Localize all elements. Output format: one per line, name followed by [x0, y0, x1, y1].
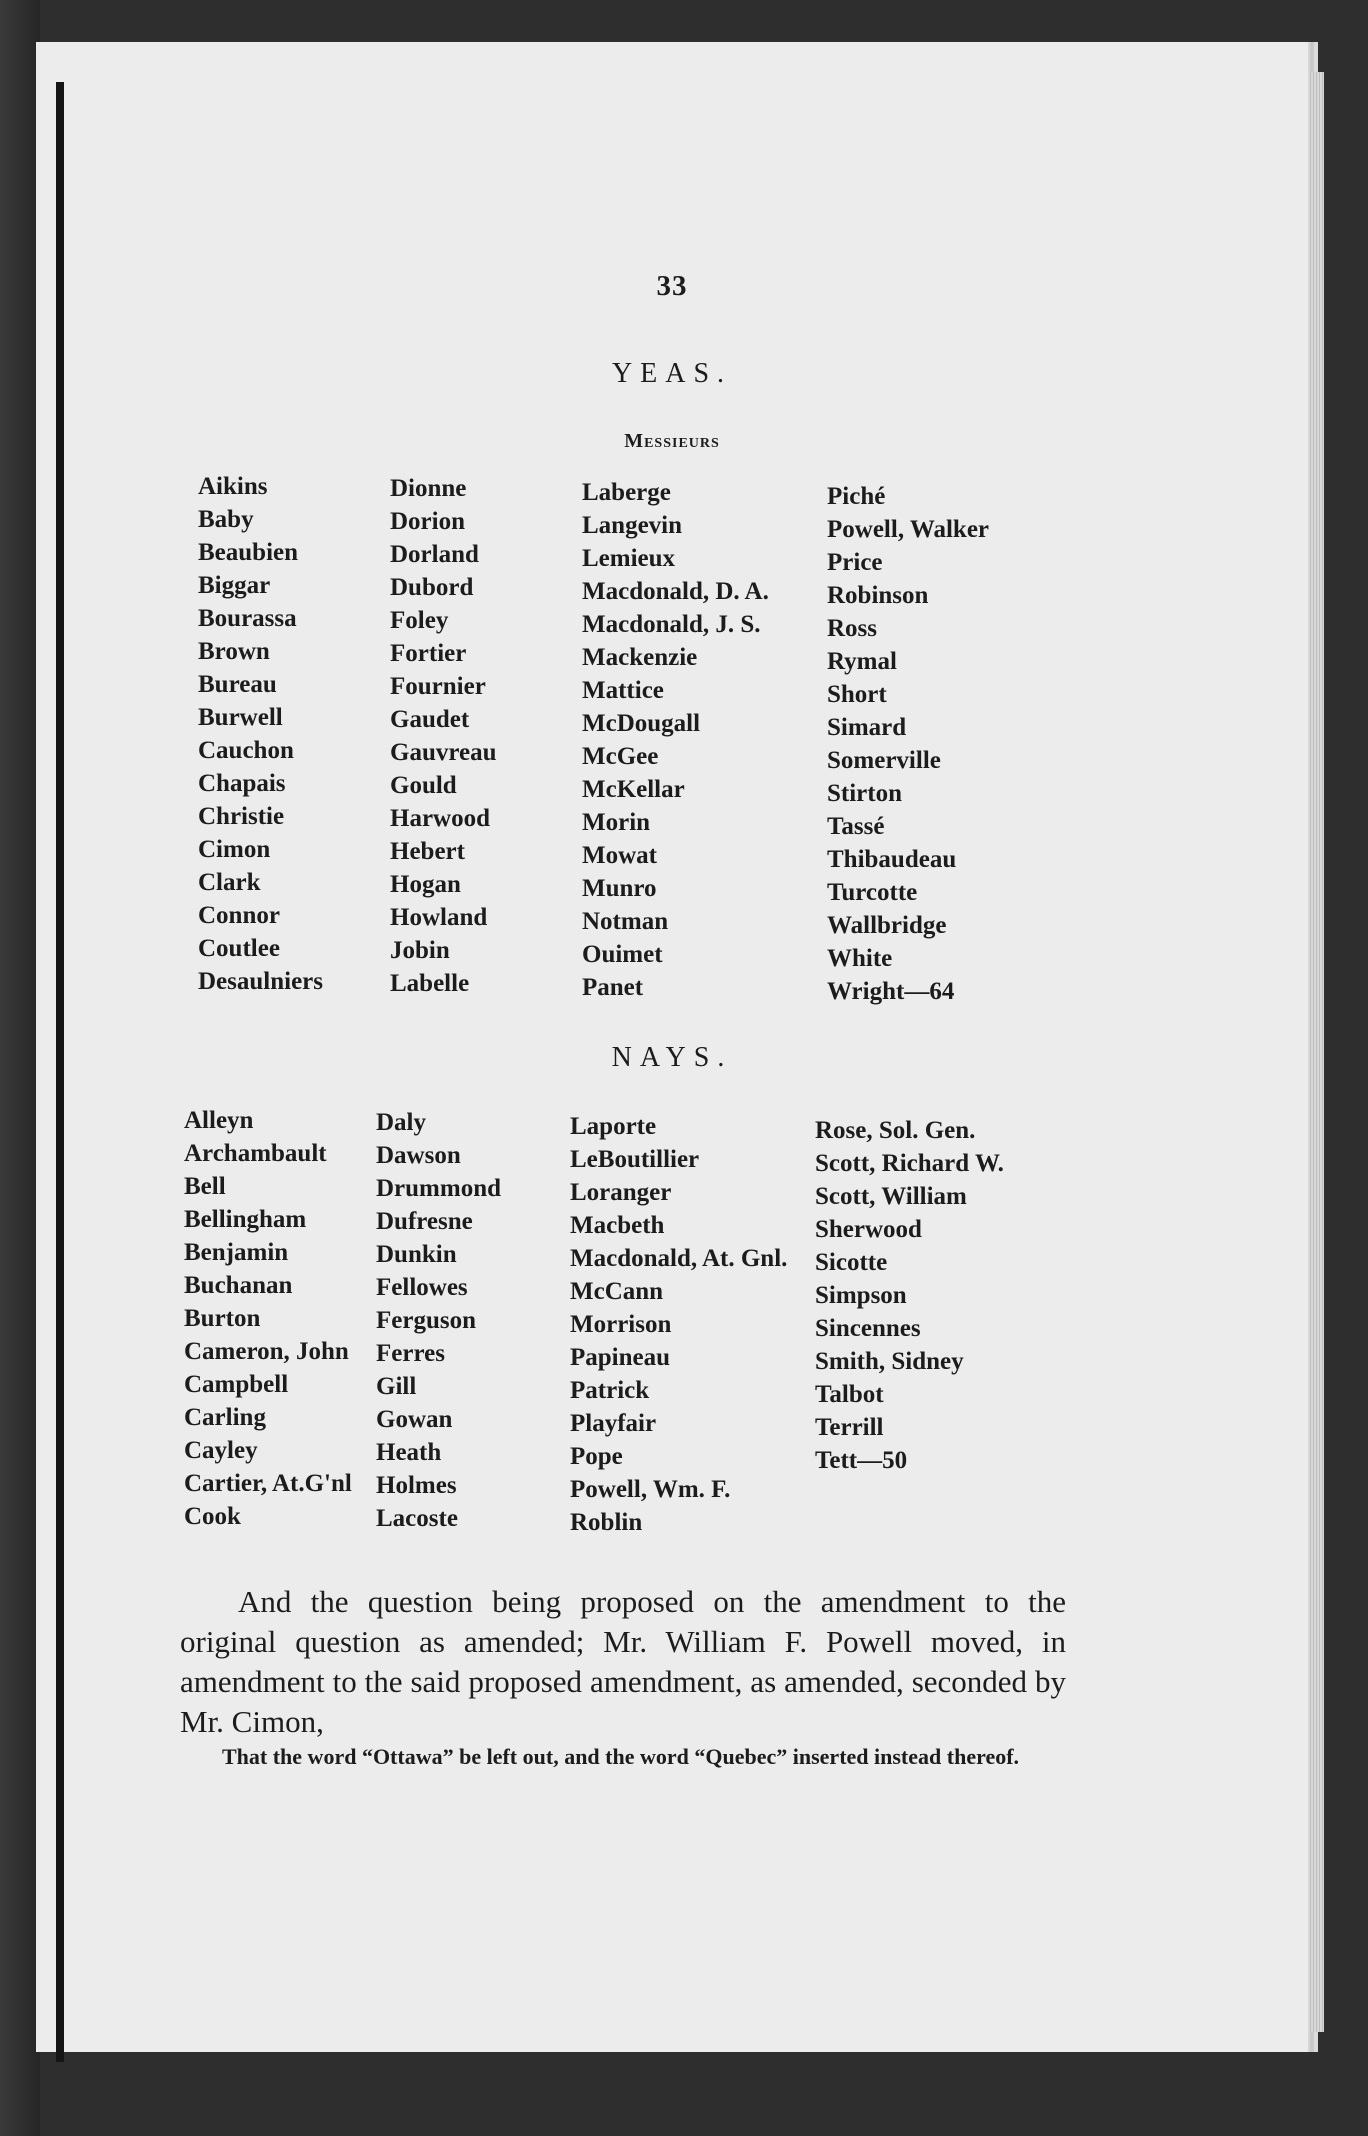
- member-name: Daly: [376, 1109, 426, 1136]
- member-name: Morrison: [570, 1311, 672, 1338]
- page-stack-edge: [1308, 72, 1324, 2032]
- member-name: Burwell: [198, 704, 283, 731]
- member-name: Piché: [827, 483, 886, 510]
- member-name: Clark: [198, 869, 261, 896]
- member-name: Macdonald, At. Gnl.: [570, 1245, 788, 1272]
- member-name: Mattice: [582, 677, 664, 704]
- member-name: Scott, William: [815, 1183, 967, 1210]
- member-name: Fellowes: [376, 1274, 468, 1301]
- yeas-name-list: [198, 470, 1098, 1008]
- yeas-column: [582, 476, 827, 1008]
- member-name: Roblin: [570, 1509, 643, 1536]
- member-name: Scott, Richard W.: [815, 1150, 1004, 1177]
- member-name: Pope: [570, 1443, 623, 1470]
- member-name: Foley: [390, 607, 449, 634]
- member-name: Howland: [390, 904, 488, 931]
- member-name: Dunkin: [376, 1241, 457, 1268]
- member-name: Rose, Sol. Gen.: [815, 1117, 976, 1144]
- member-name: Cartier, At.G'nl: [184, 1470, 352, 1497]
- member-name: Smith, Sidney: [815, 1348, 964, 1375]
- member-name: Dorion: [390, 508, 465, 535]
- member-name: Mowat: [582, 842, 657, 869]
- member-name: Loranger: [570, 1179, 672, 1206]
- member-name: Macdonald, D. A.: [582, 578, 769, 605]
- member-name: Gill: [376, 1373, 417, 1400]
- member-name: Cauchon: [198, 737, 294, 764]
- member-name: Tett—50: [815, 1447, 908, 1474]
- member-name: Harwood: [390, 805, 490, 832]
- member-name: Dubord: [390, 574, 474, 601]
- member-name: Gauvreau: [390, 739, 497, 766]
- scan-backdrop: [0, 0, 40, 2136]
- member-name: Beaubien: [198, 539, 299, 566]
- member-name: Morin: [582, 809, 651, 836]
- member-name: Gowan: [376, 1406, 453, 1433]
- member-name: Burton: [184, 1305, 261, 1332]
- member-name: Alleyn: [184, 1107, 254, 1134]
- nays-column: [184, 1104, 376, 1539]
- resolution-text: That the word “Ottawa” be left out, and the word “Quebec” inserted instead thereof.: [222, 1744, 1020, 1769]
- member-name: Lemieux: [582, 545, 676, 572]
- member-name: Price: [827, 549, 883, 576]
- member-name: Dawson: [376, 1142, 461, 1169]
- member-name: McKellar: [582, 776, 685, 803]
- member-name: Ross: [827, 615, 878, 642]
- member-name: Hebert: [390, 838, 465, 865]
- member-name: Campbell: [184, 1371, 289, 1398]
- member-name: Cimon: [198, 836, 271, 863]
- member-name: Powell, Wm. F.: [570, 1476, 731, 1503]
- member-name: Simard: [827, 714, 907, 741]
- yeas-column: [198, 470, 390, 1008]
- member-name: Somerville: [827, 747, 941, 774]
- nays-column: [376, 1106, 570, 1539]
- member-name: White: [827, 945, 893, 972]
- member-name: LeBoutillier: [570, 1146, 700, 1173]
- nays-heading: NAYS.: [611, 1042, 733, 1073]
- member-name: Turcotte: [827, 879, 918, 906]
- member-name: Benjamin: [184, 1239, 289, 1266]
- member-name: Mackenzie: [582, 644, 698, 671]
- amendment-paragraph: And the question being proposed on the amendment to the original question as amended; Mr. William F. Powell moved, in amendment to the said proposed amendment, as amended, seconded by Mr. Cimon,: [180, 1584, 1066, 1739]
- member-name: Lacoste: [376, 1505, 458, 1532]
- member-name: Dorland: [390, 541, 479, 568]
- member-name: Thibaudeau: [827, 846, 957, 873]
- member-name: Cook: [184, 1503, 241, 1530]
- member-name: Wright—64: [827, 978, 955, 1005]
- member-name: Macdonald, J. S.: [582, 611, 761, 638]
- member-name: Terrill: [815, 1414, 884, 1441]
- member-name: Coutlee: [198, 935, 280, 962]
- member-name: Fortier: [390, 640, 467, 667]
- member-name: Desaulniers: [198, 968, 323, 995]
- member-name: Stirton: [827, 780, 902, 807]
- member-name: Macbeth: [570, 1212, 665, 1239]
- member-name: Langevin: [582, 512, 683, 539]
- member-name: Connor: [198, 902, 280, 929]
- member-name: Holmes: [376, 1472, 457, 1499]
- member-name: Biggar: [198, 572, 271, 599]
- member-name: Christie: [198, 803, 285, 830]
- member-name: Cayley: [184, 1437, 258, 1464]
- member-name: Sincennes: [815, 1315, 921, 1342]
- member-name: Laporte: [570, 1113, 657, 1140]
- member-name: Jobin: [390, 937, 450, 964]
- member-name: Ferres: [376, 1340, 445, 1367]
- member-name: Tassé: [827, 813, 885, 840]
- member-name: Laberge: [582, 479, 671, 506]
- member-name: Simpson: [815, 1282, 907, 1309]
- member-name: Ferguson: [376, 1307, 476, 1334]
- member-name: Papineau: [570, 1344, 671, 1371]
- member-name: Bureau: [198, 671, 277, 698]
- member-name: McDougall: [582, 710, 701, 737]
- nays-column: [815, 1114, 1065, 1539]
- member-name: Sherwood: [815, 1216, 922, 1243]
- yeas-subheading: Messieurs: [624, 430, 720, 452]
- member-name: Archambault: [184, 1140, 327, 1167]
- member-name: Robinson: [827, 582, 929, 609]
- member-name: Dufresne: [376, 1208, 473, 1235]
- member-name: Fournier: [390, 673, 486, 700]
- member-name: Sicotte: [815, 1249, 888, 1276]
- member-name: Bellingham: [184, 1206, 307, 1233]
- nays-column: [570, 1110, 815, 1539]
- member-name: Brown: [198, 638, 270, 665]
- member-name: Bourassa: [198, 605, 297, 632]
- member-name: Patrick: [570, 1377, 650, 1404]
- member-name: Gaudet: [390, 706, 470, 733]
- member-name: Heath: [376, 1439, 442, 1466]
- member-name: Bell: [184, 1173, 226, 1200]
- member-name: Labelle: [390, 970, 470, 997]
- member-name: Notman: [582, 908, 669, 935]
- member-name: Munro: [582, 875, 657, 902]
- member-name: Gould: [390, 772, 457, 799]
- member-name: Chapais: [198, 770, 286, 797]
- yeas-column: [827, 480, 1047, 1008]
- member-name: Ouimet: [582, 941, 663, 968]
- member-name: Short: [827, 681, 887, 708]
- member-name: Drummond: [376, 1175, 502, 1202]
- nays-name-list: [184, 1104, 1104, 1539]
- member-name: Aikins: [198, 473, 268, 500]
- member-name: Rymal: [827, 648, 897, 675]
- page-number: 33: [656, 270, 688, 302]
- member-name: Carling: [184, 1404, 266, 1431]
- member-name: Wallbridge: [827, 912, 947, 939]
- member-name: Baby: [198, 506, 254, 533]
- member-name: Buchanan: [184, 1272, 293, 1299]
- member-name: McGee: [582, 743, 659, 770]
- member-name: Playfair: [570, 1410, 657, 1437]
- member-name: Dionne: [390, 475, 467, 502]
- member-name: McCann: [570, 1278, 664, 1305]
- yeas-column: [390, 472, 582, 1008]
- member-name: Talbot: [815, 1381, 884, 1408]
- member-name: Panet: [582, 974, 644, 1001]
- member-name: Hogan: [390, 871, 461, 898]
- member-name: Cameron, John: [184, 1338, 349, 1365]
- yeas-heading: YEAS.: [611, 358, 733, 389]
- document-page: [36, 42, 1308, 2052]
- member-name: Powell, Walker: [827, 516, 990, 543]
